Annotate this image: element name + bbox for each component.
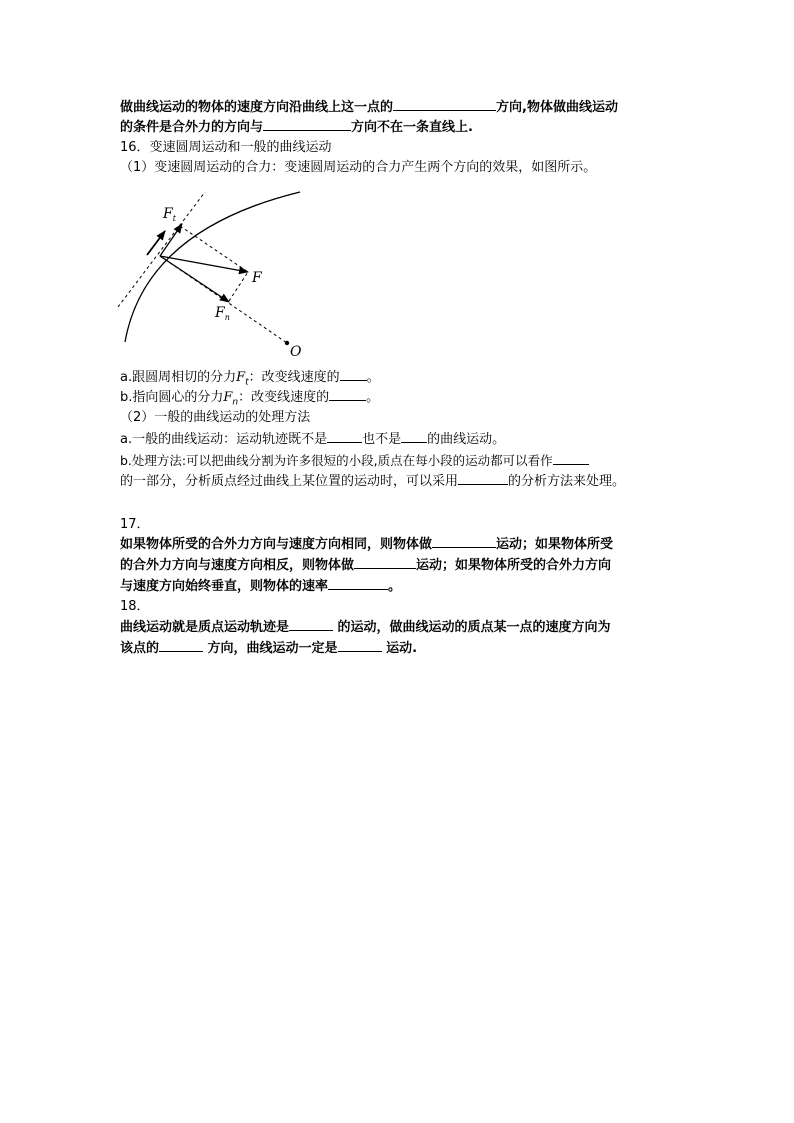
ft-arrow — [160, 224, 182, 256]
text: 运动；如果物体所受 — [496, 537, 614, 552]
answer-blank[interactable] — [432, 535, 496, 548]
text: 的一部分，分析质点经过曲线上某位置的运动时，可以采用 — [120, 474, 459, 489]
text: 的曲线运动。 — [427, 432, 506, 447]
answer-blank[interactable] — [393, 98, 496, 111]
text: a.一般的曲线运动：运动轨迹既不是 — [120, 432, 328, 447]
force-diagram — [115, 190, 315, 365]
parallelogram-side — [180, 226, 248, 272]
symbol: F — [223, 390, 233, 405]
label-ft: $F_t$ — [163, 206, 176, 223]
answer-blank[interactable] — [338, 639, 382, 652]
text: ：改变线速度的 — [248, 370, 340, 385]
text: 也不是 — [362, 432, 402, 447]
q15-text: 的条件是合外力的方向与 — [120, 120, 264, 135]
answer-blank[interactable] — [354, 556, 416, 569]
answer-blank[interactable] — [327, 430, 362, 443]
subscript: t — [245, 377, 249, 388]
answer-blank[interactable] — [263, 118, 351, 131]
text: 的运动，做曲线运动的质点某一点的速度方向为 — [333, 620, 611, 635]
label-fn: $F_n$ — [215, 305, 230, 322]
q17-line-2 — [120, 556, 611, 575]
subscript: n — [232, 397, 239, 408]
velocity-arrow — [147, 231, 165, 255]
label-o: O — [290, 344, 302, 360]
text: b.处理方法:可以把曲线分割为许多很短的小段,质点在每小段的运动都可以看作 — [120, 453, 553, 468]
text: 曲线运动就是质点运动轨迹是 — [120, 620, 290, 635]
text: ：改变线速度的 — [238, 390, 330, 405]
q16-a2 — [120, 430, 505, 449]
center-point — [285, 341, 289, 345]
answer-blank[interactable] — [328, 577, 388, 590]
tangent-line — [118, 192, 205, 307]
q15-text: 方向,物体做曲线运动 — [496, 100, 618, 115]
q17-number: 17． — [120, 517, 150, 532]
q18-line-2 — [120, 639, 417, 658]
q15-text: 做曲线运动的物体的速度方向沿曲线上这一点的 — [120, 100, 394, 115]
answer-blank[interactable] — [458, 472, 508, 485]
answer-blank[interactable] — [401, 430, 427, 443]
text: b.指向圆心的分力 — [120, 390, 224, 405]
q16-heading: 16．变速圆周运动和一般的曲线运动 — [120, 140, 332, 155]
symbol: F — [236, 370, 246, 385]
text: 与速度方向始终垂直，则物体的速率 — [120, 579, 329, 594]
text: 如果物体所受的合外力方向与速度方向相同，则物体做 — [120, 537, 433, 552]
text: 的合外力方向与速度方向相反，则物体做 — [120, 558, 355, 573]
curve-arc — [125, 192, 300, 342]
text: 。 — [388, 579, 402, 594]
q18-line-1 — [120, 618, 611, 637]
q18-number: 18． — [120, 599, 150, 614]
answer-blank[interactable] — [553, 452, 589, 465]
q15-line-1 — [120, 98, 618, 117]
q16-b2 — [120, 452, 589, 470]
text: 。 — [366, 370, 380, 385]
parallelogram-side — [229, 272, 248, 301]
q16-part1: （1）变速圆周运动的合力：变速圆周运动的合力产生两个方向的效果，如图所示。 — [120, 160, 597, 175]
q17-line-3 — [120, 577, 401, 596]
text: 该点的 — [120, 641, 160, 656]
q17-line-1 — [120, 535, 613, 554]
text: 。 — [366, 390, 380, 405]
q16-b2-line2 — [120, 472, 625, 491]
text: 方向，曲线运动一定是 — [203, 641, 338, 656]
answer-blank[interactable] — [159, 639, 203, 652]
f-arrow — [160, 256, 248, 272]
text: 的分析方法来处理。 — [508, 474, 626, 489]
text: 运动；如果物体所受的合外力方向 — [416, 558, 612, 573]
answer-blank[interactable] — [289, 618, 333, 631]
text: 运动. — [381, 641, 418, 656]
q15-line-2 — [120, 118, 473, 137]
answer-blank[interactable] — [340, 368, 367, 381]
text: a.跟圆周相切的分力 — [120, 370, 237, 385]
label-f: F — [252, 270, 262, 286]
q15-text: 方向不在一条直线上. — [351, 120, 473, 135]
answer-blank[interactable] — [329, 388, 366, 401]
q16-part2: （2）一般的曲线运动的处理方法 — [120, 410, 311, 425]
